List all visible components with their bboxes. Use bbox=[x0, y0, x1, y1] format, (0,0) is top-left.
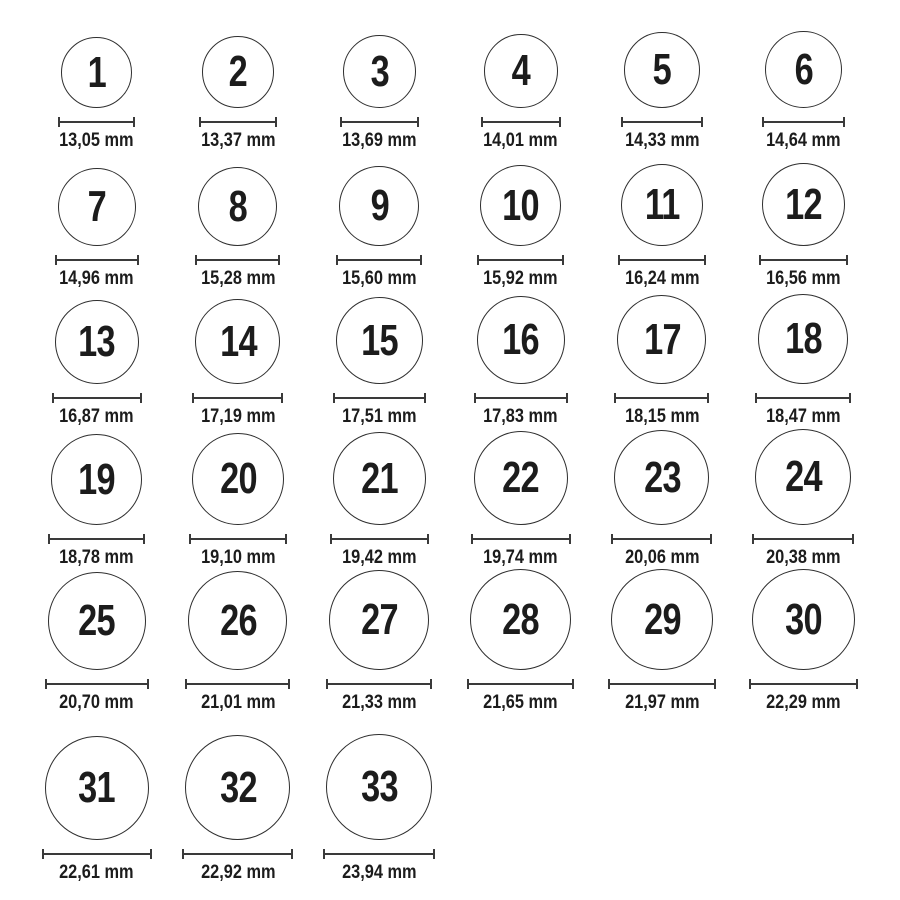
diameter-label: 23,94 mm bbox=[342, 862, 417, 884]
ring-size-item-30 bbox=[733, 569, 874, 714]
ring-size-number: 24 bbox=[784, 452, 822, 502]
ring-circle bbox=[765, 31, 842, 108]
diameter-dimension-line bbox=[182, 849, 293, 859]
ring-size-item-31 bbox=[26, 714, 167, 884]
ring-circle bbox=[339, 166, 419, 246]
diameter-label: 22,61 mm bbox=[59, 862, 134, 884]
ring-size-number: 4 bbox=[511, 46, 530, 96]
diameter-label: 14,01 mm bbox=[483, 130, 558, 152]
diameter-label: 17,19 mm bbox=[200, 406, 276, 428]
diameter-dimension-line bbox=[611, 534, 712, 544]
ring-size-item-19 bbox=[26, 428, 167, 569]
ring-size-number: 1 bbox=[87, 47, 106, 97]
ring-size-item-1 bbox=[26, 14, 167, 152]
ring-circle bbox=[470, 569, 571, 670]
diameter-label: 14,33 mm bbox=[624, 130, 700, 152]
ring-size-number: 28 bbox=[502, 594, 539, 644]
ring-size-item-32 bbox=[167, 714, 308, 884]
diameter-label: 15,60 mm bbox=[342, 268, 417, 290]
ring-size-item-27 bbox=[309, 569, 450, 714]
diameter-dimension-line bbox=[185, 679, 290, 689]
diameter-label: 16,24 mm bbox=[624, 268, 700, 290]
diameter-dimension-line bbox=[333, 393, 426, 403]
diameter-dimension-line bbox=[477, 255, 564, 265]
ring-size-number: 8 bbox=[228, 181, 248, 231]
ring-circle bbox=[755, 429, 851, 525]
diameter-label: 13,05 mm bbox=[59, 130, 134, 152]
diameter-label: 13,37 mm bbox=[200, 130, 276, 152]
ring-size-item-23 bbox=[591, 428, 732, 569]
diameter-dimension-line bbox=[52, 393, 142, 403]
diameter-label: 22,92 mm bbox=[200, 862, 276, 884]
ring-size-item-6 bbox=[733, 14, 874, 152]
ring-size-number: 33 bbox=[360, 762, 398, 812]
diameter-label: 19,74 mm bbox=[483, 547, 558, 569]
diameter-dimension-line bbox=[326, 679, 432, 689]
ring-size-number: 13 bbox=[78, 317, 115, 367]
ring-circle bbox=[61, 37, 132, 108]
ring-size-number: 17 bbox=[643, 314, 681, 364]
ring-circle bbox=[621, 164, 703, 246]
diameter-dimension-line bbox=[340, 117, 419, 127]
diameter-dimension-line bbox=[749, 679, 858, 689]
diameter-label: 20,06 mm bbox=[624, 547, 700, 569]
diameter-label: 15,28 mm bbox=[200, 268, 276, 290]
diameter-label: 13,69 mm bbox=[342, 130, 417, 152]
ring-circle bbox=[45, 736, 149, 840]
diameter-label: 18,47 mm bbox=[766, 406, 841, 428]
ring-size-item-13 bbox=[26, 290, 167, 428]
ring-circle bbox=[329, 570, 429, 670]
ring-circle bbox=[188, 571, 287, 670]
ring-size-number: 22 bbox=[502, 453, 539, 503]
ring-circle bbox=[617, 295, 706, 384]
ring-size-item-2 bbox=[167, 14, 308, 152]
ring-size-item-18 bbox=[733, 290, 874, 428]
diameter-label: 21,65 mm bbox=[483, 692, 558, 714]
ring-size-item-5 bbox=[591, 14, 732, 152]
ring-size-number: 5 bbox=[652, 45, 672, 95]
ring-size-item-20 bbox=[167, 428, 308, 569]
diameter-label: 20,38 mm bbox=[766, 547, 841, 569]
ring-size-item-8 bbox=[167, 152, 308, 290]
diameter-dimension-line bbox=[762, 117, 845, 127]
diameter-label: 15,92 mm bbox=[483, 268, 558, 290]
ring-size-item-4 bbox=[450, 14, 591, 152]
ring-size-item-7 bbox=[26, 152, 167, 290]
diameter-dimension-line bbox=[608, 679, 716, 689]
diameter-label: 16,56 mm bbox=[766, 268, 841, 290]
ring-size-item-15 bbox=[309, 290, 450, 428]
ring-size-number: 9 bbox=[370, 181, 389, 231]
ring-size-number: 6 bbox=[794, 44, 813, 94]
diameter-dimension-line bbox=[330, 534, 429, 544]
diameter-label: 20,70 mm bbox=[59, 692, 134, 714]
diameter-label: 18,78 mm bbox=[59, 547, 134, 569]
ring-size-number: 2 bbox=[228, 47, 248, 97]
diameter-dimension-line bbox=[481, 117, 561, 127]
diameter-dimension-line bbox=[614, 393, 709, 403]
ring-circle bbox=[195, 299, 280, 384]
ring-size-number: 15 bbox=[360, 315, 398, 365]
ring-size-number: 7 bbox=[87, 182, 106, 232]
ring-size-number: 18 bbox=[784, 314, 822, 364]
ring-size-item-29 bbox=[591, 569, 732, 714]
ring-size-number: 21 bbox=[360, 453, 398, 503]
diameter-dimension-line bbox=[618, 255, 706, 265]
ring-size-number: 12 bbox=[784, 179, 822, 229]
ring-circle bbox=[480, 165, 561, 246]
diameter-dimension-line bbox=[42, 849, 152, 859]
ring-circle bbox=[185, 735, 290, 840]
diameter-dimension-line bbox=[752, 534, 854, 544]
ring-circle bbox=[611, 569, 713, 670]
diameter-dimension-line bbox=[192, 393, 283, 403]
diameter-dimension-line bbox=[58, 117, 135, 127]
ring-circle bbox=[758, 294, 848, 384]
ring-circle bbox=[51, 434, 142, 525]
ring-circle bbox=[762, 163, 845, 246]
diameter-dimension-line bbox=[759, 255, 848, 265]
diameter-dimension-line bbox=[199, 117, 277, 127]
diameter-dimension-line bbox=[323, 849, 435, 859]
diameter-dimension-line bbox=[189, 534, 287, 544]
diameter-dimension-line bbox=[336, 255, 422, 265]
diameter-dimension-line bbox=[474, 393, 568, 403]
ring-circle bbox=[326, 734, 432, 840]
diameter-label: 21,97 mm bbox=[624, 692, 700, 714]
ring-size-number: 25 bbox=[78, 596, 115, 646]
ring-size-number: 27 bbox=[360, 595, 398, 645]
ring-circle bbox=[333, 432, 426, 525]
ring-circle bbox=[477, 296, 565, 384]
ring-size-number: 23 bbox=[643, 452, 681, 502]
ring-circle bbox=[484, 34, 558, 108]
diameter-label: 21,33 mm bbox=[342, 692, 417, 714]
ring-circle bbox=[752, 569, 855, 670]
ring-size-number: 3 bbox=[370, 46, 389, 96]
ring-size-item-3 bbox=[309, 14, 450, 152]
diameter-label: 14,96 mm bbox=[59, 268, 134, 290]
ring-size-number: 32 bbox=[219, 762, 257, 812]
ring-circle bbox=[55, 300, 139, 384]
ring-circle bbox=[58, 168, 136, 246]
diameter-dimension-line bbox=[55, 255, 139, 265]
diameter-dimension-line bbox=[755, 393, 851, 403]
ring-circle bbox=[202, 36, 274, 108]
ring-circle bbox=[192, 433, 284, 525]
ring-size-number: 20 bbox=[219, 454, 257, 504]
ring-size-item-12 bbox=[733, 152, 874, 290]
diameter-dimension-line bbox=[467, 679, 574, 689]
ring-circle bbox=[198, 167, 277, 246]
diameter-dimension-line bbox=[45, 679, 149, 689]
diameter-label: 16,87 mm bbox=[59, 406, 134, 428]
ring-size-number: 10 bbox=[502, 180, 539, 230]
diameter-dimension-line bbox=[48, 534, 145, 544]
diameter-label: 19,10 mm bbox=[200, 547, 276, 569]
diameter-label: 17,83 mm bbox=[483, 406, 558, 428]
diameter-label: 17,51 mm bbox=[342, 406, 417, 428]
diameter-label: 14,64 mm bbox=[766, 130, 841, 152]
diameter-dimension-line bbox=[471, 534, 571, 544]
ring-size-number: 14 bbox=[219, 316, 257, 366]
diameter-label: 21,01 mm bbox=[200, 692, 276, 714]
ring-size-item-22 bbox=[450, 428, 591, 569]
ring-size-item-17 bbox=[591, 290, 732, 428]
ring-size-item-16 bbox=[450, 290, 591, 428]
ring-size-item-28 bbox=[450, 569, 591, 714]
ring-size-number: 26 bbox=[219, 595, 257, 645]
ring-circle bbox=[614, 430, 709, 525]
ring-size-item-14 bbox=[167, 290, 308, 428]
ring-size-item-21 bbox=[309, 428, 450, 569]
diameter-label: 18,15 mm bbox=[624, 406, 700, 428]
ring-size-number: 11 bbox=[644, 180, 680, 230]
diameter-label: 19,42 mm bbox=[342, 547, 417, 569]
ring-circle bbox=[474, 431, 568, 525]
ring-size-number: 31 bbox=[78, 763, 115, 813]
ring-size-item-10 bbox=[450, 152, 591, 290]
ring-size-item-26 bbox=[167, 569, 308, 714]
diameter-label: 22,29 mm bbox=[766, 692, 841, 714]
ring-circle bbox=[336, 297, 423, 384]
diameter-dimension-line bbox=[621, 117, 703, 127]
ring-size-item-11 bbox=[591, 152, 732, 290]
diameter-dimension-line bbox=[195, 255, 280, 265]
ring-size-item-24 bbox=[733, 428, 874, 569]
ring-size-number: 16 bbox=[502, 315, 539, 365]
ring-size-number: 30 bbox=[784, 594, 822, 644]
ring-size-item-9 bbox=[309, 152, 450, 290]
ring-circle bbox=[343, 35, 416, 108]
ring-size-number: 29 bbox=[643, 594, 681, 644]
ring-size-number: 19 bbox=[78, 454, 115, 504]
ring-circle bbox=[48, 572, 146, 670]
ring-circle bbox=[624, 32, 700, 108]
ring-size-item-33 bbox=[309, 714, 450, 884]
ring-size-item-25 bbox=[26, 569, 167, 714]
